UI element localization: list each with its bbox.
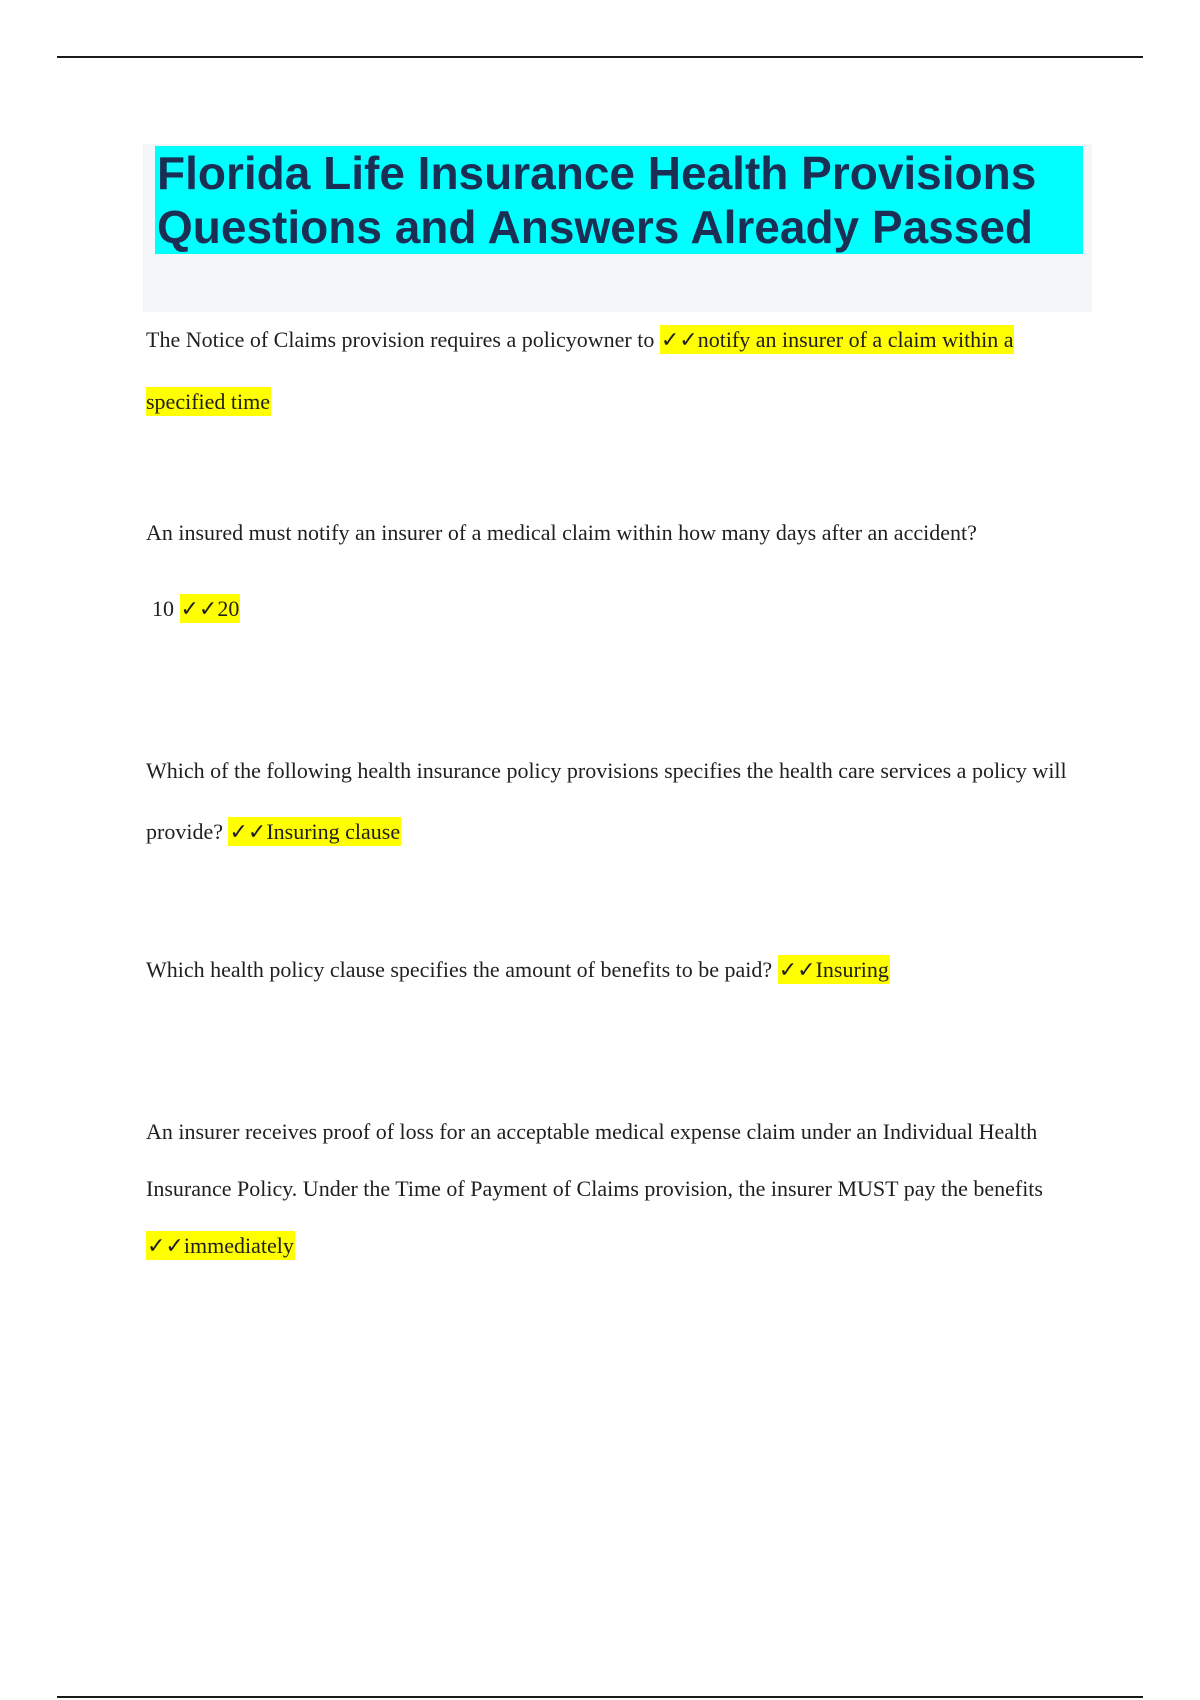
answer-text: Insuring clause (266, 819, 401, 844)
question-text: An insurer receives proof of loss for an acceptable medical expense claim under an Individual Health Insurance Policy. Under the Time of Payment of Claims provision, the insurer MUST pay the benefits (146, 1119, 1043, 1201)
question-text: Which health policy clause specifies the amount of benefits to be paid? (146, 957, 773, 982)
answer-highlight (778, 955, 890, 984)
answer-text: notify an insurer of a claim within a specified time (146, 327, 1014, 414)
question-text: An insured must notify an insurer of a medical claim within how many days after an accident? (146, 520, 977, 545)
double-check-icon: ✓✓ (660, 328, 698, 353)
top-rule (57, 56, 1143, 58)
answer-highlight (146, 1231, 295, 1260)
answer-highlight (228, 817, 401, 846)
double-check-icon: ✓✓ (778, 958, 816, 983)
qa-item-services-provision (146, 740, 1091, 863)
double-check-icon: ✓✓ (147, 1234, 184, 1259)
qa-item-notice-of-claims (146, 309, 1091, 432)
answer-text: immediately (183, 1233, 294, 1258)
qa-item-notify-days (146, 518, 1091, 625)
answer-text: Insuring (815, 957, 889, 982)
document-title (155, 146, 1083, 254)
choice-row (146, 594, 1091, 625)
bottom-rule (57, 1696, 1143, 1698)
double-check-icon: ✓✓ (180, 597, 218, 622)
answer-highlight (180, 594, 241, 623)
question-text: Which of the following health insurance policy provisions specifies the health care services a policy will provide? (146, 758, 1067, 844)
double-check-icon: ✓✓ (229, 820, 267, 845)
title-line-1: Florida Life Insurance Health Provisions (155, 146, 1083, 200)
question-text: The Notice of Claims provision requires a policyowner to (146, 327, 655, 352)
qa-item-time-of-payment (146, 1103, 1091, 1275)
choice-text: 10 (152, 596, 174, 621)
title-line-2: Questions and Answers Already Passed (155, 200, 1083, 254)
answer-text: 20 (217, 596, 240, 621)
qa-item-benefits-amount (146, 955, 1091, 986)
